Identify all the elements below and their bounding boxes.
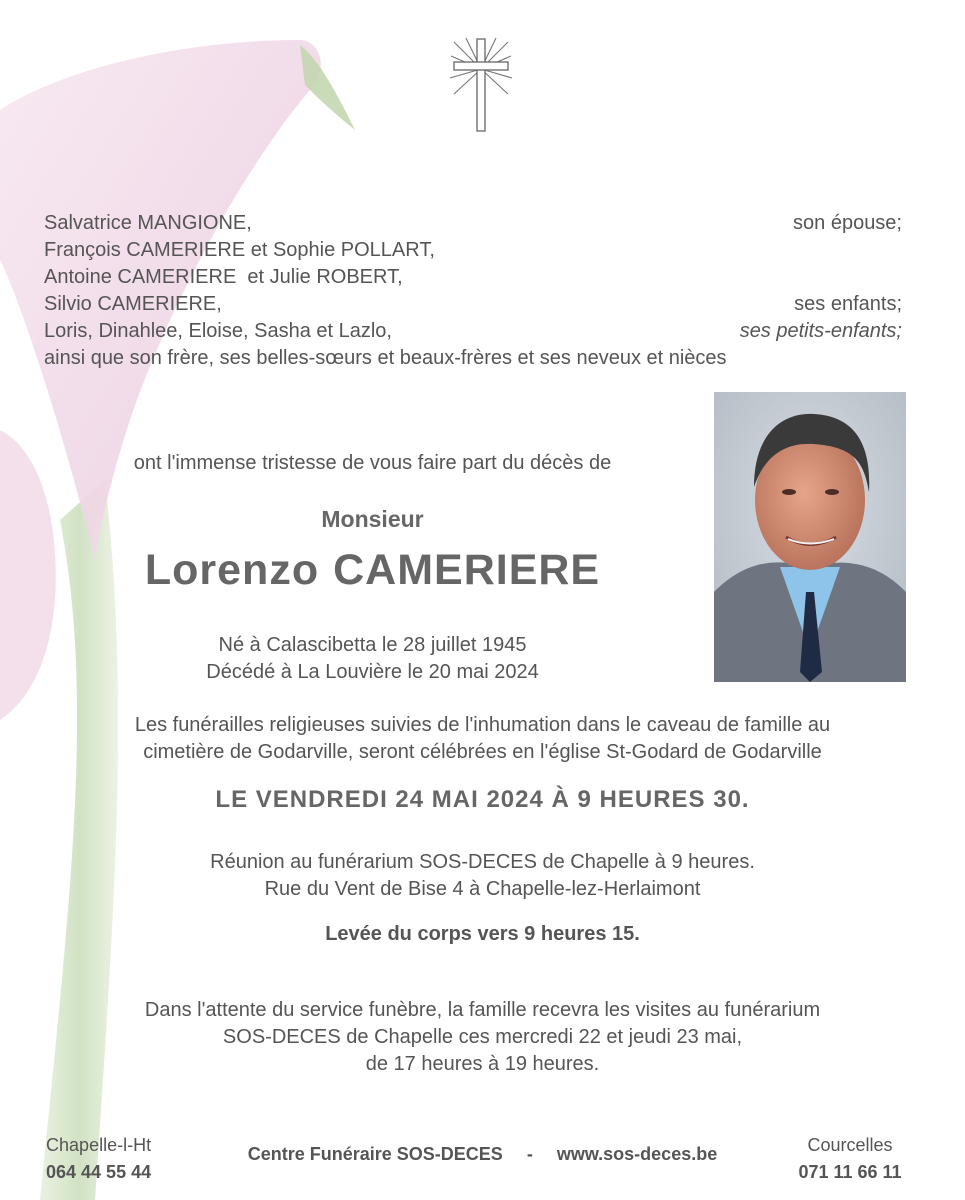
mourner-name: Antoine CAMERIERE et Julie ROBERT,: [44, 266, 403, 288]
deceased-last-name: CAMERIERE: [333, 546, 601, 594]
portrait-photo: [714, 392, 906, 682]
footer-left-city: Chapelle-l-Ht: [46, 1135, 152, 1155]
announcement-intro: ont l'immense tristesse de vous faire part du décès de: [133, 452, 612, 474]
visits-line: SOS-DECES de Chapelle ces mercredi 22 et jeudi 23 mai,: [222, 1026, 743, 1048]
funeral-home-website[interactable]: www.sos-deces.be: [556, 1144, 718, 1164]
mourners-list: [44, 210, 902, 372]
footer-separator: -: [526, 1144, 533, 1164]
mourner-line: [44, 210, 902, 237]
footer-center: [230, 1144, 735, 1165]
reunion-info: [60, 849, 905, 903]
mourner-line: [44, 237, 902, 264]
reunion-address: Rue du Vent de Bise 4 à Chapelle-lez-Herlaimont: [264, 878, 701, 900]
footer-right-phone: 071 11 66 11: [798, 1162, 902, 1182]
footer-right-city: Courcelles: [807, 1135, 893, 1155]
visits-line: Dans l'attente du service funèbre, la famille recevra les visites au funérarium: [144, 999, 821, 1021]
footer-left-phone: 064 44 55 44: [46, 1162, 152, 1182]
death-line: Décédé à La Louvière le 20 mai 2024: [206, 661, 539, 683]
cross-icon: [446, 34, 516, 134]
visits-line: de 17 heures à 19 heures.: [365, 1053, 600, 1075]
mourner-name: Loris, Dinahlee, Eloise, Sasha et Lazlo,: [44, 320, 392, 342]
levee-du-corps: Levée du corps vers 9 heures 15.: [325, 923, 640, 945]
footer-left-contact: [46, 1132, 151, 1186]
birth-line: Né à Calascibetta le 28 juillet 1945: [218, 634, 527, 656]
mourner-name: ainsi que son frère, ses belles-sœurs et beaux-frères et ses neveux et nièces: [44, 347, 727, 369]
mourner-relation: son épouse;: [793, 212, 902, 234]
mourner-line: [44, 318, 902, 345]
mourner-line: [44, 291, 902, 318]
life-dates: [0, 632, 745, 686]
funeral-date: LE VENDREDI 24 MAI 2024 À 9 HEURES 30.: [215, 786, 750, 813]
mourner-line: [44, 345, 902, 372]
deceased-name: [0, 546, 745, 595]
deceased-first-name: Lorenzo: [144, 546, 320, 594]
mourner-name: Salvatrice MANGIONE,: [44, 212, 252, 234]
mourner-name: Silvio CAMERIERE,: [44, 293, 222, 315]
mourner-name: François CAMERIERE et Sophie POLLART,: [44, 239, 435, 261]
visits-info: [60, 997, 905, 1078]
funeral-home-name: Centre Funéraire SOS-DECES: [247, 1144, 503, 1164]
mourner-relation: ses enfants;: [794, 293, 902, 315]
reunion-line: Réunion au funérarium SOS-DECES de Chapelle à 9 heures.: [210, 851, 755, 873]
mourner-relation: ses petits-enfants;: [739, 320, 902, 342]
funeral-line: Les funérailles religieuses suivies de l'inhumation dans le caveau de famille au: [134, 714, 831, 736]
deceased-title: Monsieur: [321, 506, 424, 532]
mourner-line: [44, 264, 902, 291]
funeral-line: cimetière de Godarville, seront célébrées en l'église St-Godard de Godarville: [143, 741, 822, 763]
funeral-info: [60, 712, 905, 766]
footer-right-contact: [780, 1132, 920, 1186]
